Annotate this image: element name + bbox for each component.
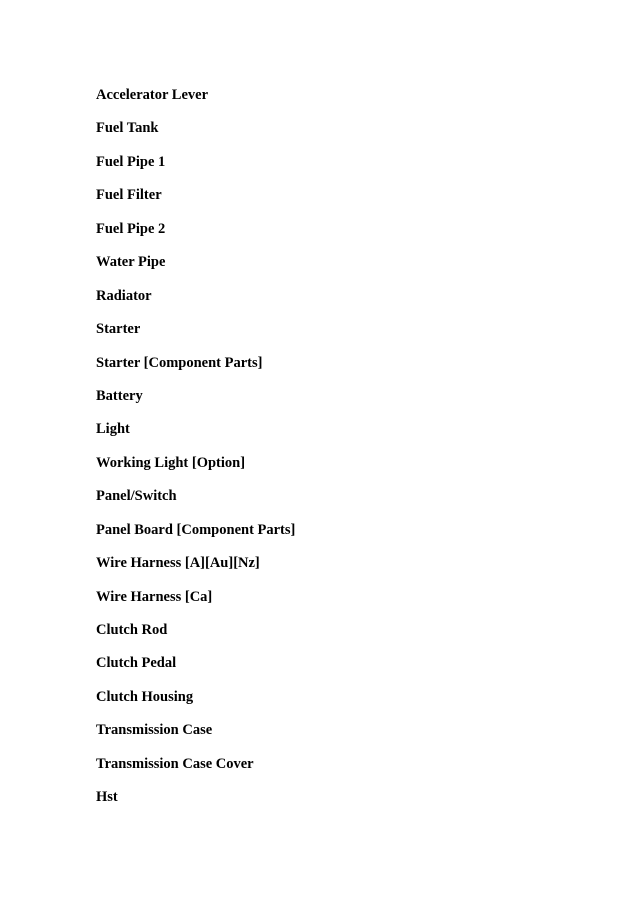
list-item: Fuel Pipe 2 (96, 220, 166, 237)
list-item: Light (96, 421, 130, 438)
list-item: Fuel Tank (96, 120, 159, 137)
parts-list (96, 85, 295, 821)
list-item: Starter (96, 321, 141, 338)
list-item: Panel/Switch (96, 488, 177, 505)
list-item: Transmission Case Cover (96, 755, 254, 772)
list-item: Clutch Housing (96, 688, 194, 705)
list-item: Radiator (96, 287, 152, 304)
list-item: Starter [Component Parts] (96, 354, 263, 371)
list-item: Transmission Case (96, 722, 213, 739)
list-item: Accelerator Lever (96, 87, 209, 103)
list-item: Fuel Filter (96, 187, 162, 204)
list-item: Battery (96, 387, 143, 404)
list-item: Hst (96, 789, 118, 806)
list-item: Wire Harness [A][Au][Nz] (96, 555, 260, 572)
list-item: Panel Board [Component Parts] (96, 521, 296, 538)
list-item: Clutch Rod (96, 622, 168, 638)
list-item: Clutch Pedal (96, 655, 177, 672)
list-item: Water Pipe (96, 254, 166, 271)
list-item: Fuel Pipe 1 (96, 153, 166, 170)
list-item: Wire Harness [Ca] (96, 588, 213, 605)
list-item: Working Light [Option] (96, 454, 246, 471)
